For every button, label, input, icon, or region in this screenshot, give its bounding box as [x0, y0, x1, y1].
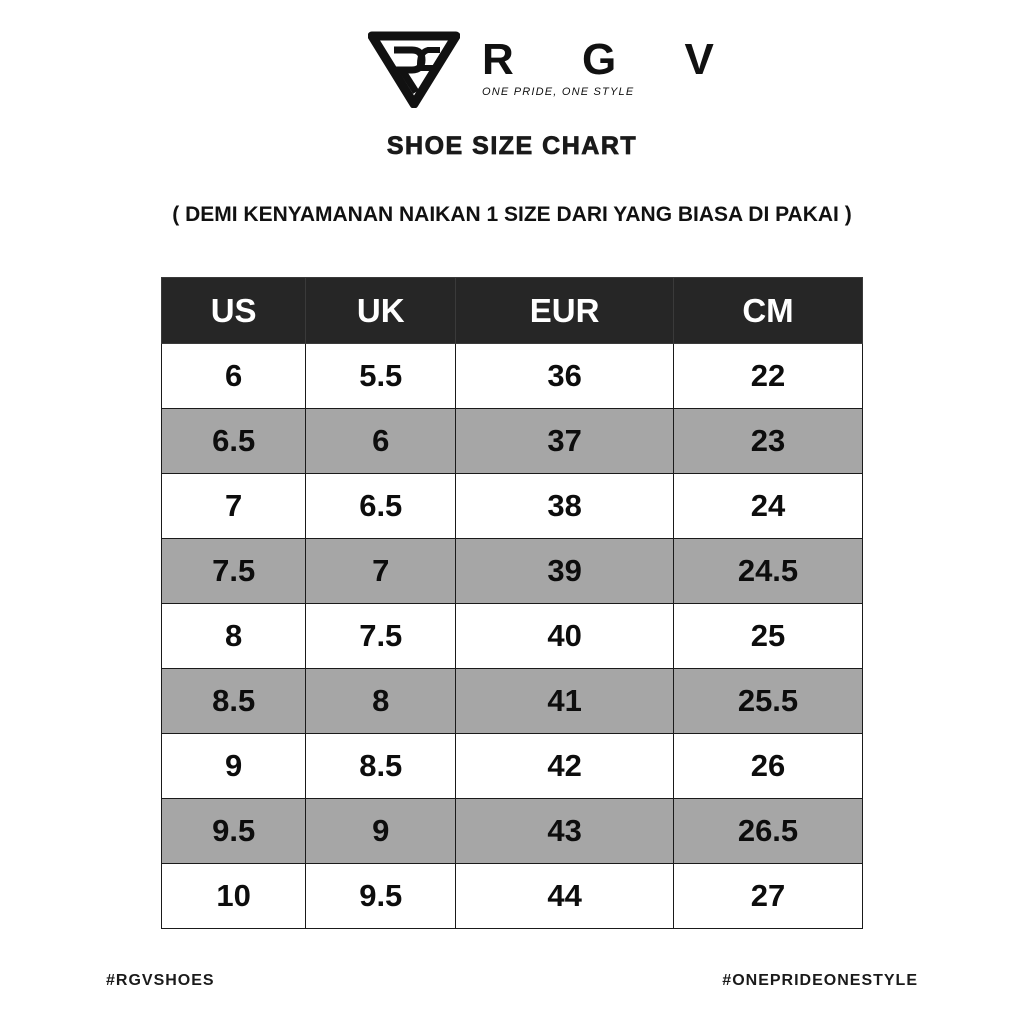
- table-cell: 36: [456, 344, 674, 409]
- table-cell: 9: [162, 734, 306, 799]
- table-cell: 40: [456, 604, 674, 669]
- table-row: [162, 799, 863, 864]
- table-cell: 44: [456, 864, 674, 929]
- table-cell: 26.5: [674, 799, 863, 864]
- rgv-monogram-icon: [368, 30, 460, 108]
- table-row: [162, 539, 863, 604]
- table-cell: 7.5: [162, 539, 306, 604]
- table-cell: 23: [674, 409, 863, 474]
- table-row: [162, 669, 863, 734]
- brand-logo: [368, 30, 742, 108]
- table-row: [162, 409, 863, 474]
- table-cell: 27: [674, 864, 863, 929]
- table-cell: 9.5: [162, 799, 306, 864]
- table-cell: 26: [674, 734, 863, 799]
- column-header-us: US: [162, 278, 306, 344]
- brand-tagline: ONE PRIDE, ONE STYLE: [482, 86, 635, 98]
- table-cell: 25: [674, 604, 863, 669]
- table-cell: 24.5: [674, 539, 863, 604]
- table-cell: 9.5: [306, 864, 456, 929]
- table-cell: 22: [674, 344, 863, 409]
- table-row: [162, 474, 863, 539]
- column-header-cm: CM: [674, 278, 863, 344]
- table-cell: 5.5: [306, 344, 456, 409]
- page-title: SHOE SIZE CHART: [386, 132, 638, 160]
- table-cell: 42: [456, 734, 674, 799]
- page-subtitle: ( DEMI KENYAMANAN NAIKAN 1 SIZE DARI YANG BIASA DI PAKAI ): [172, 203, 852, 226]
- brand-name: R G V: [482, 35, 742, 84]
- table-cell: 39: [456, 539, 674, 604]
- table-cell: 8: [162, 604, 306, 669]
- footer-hashtag-left: #RGVSHOES: [106, 972, 215, 989]
- table-cell: 41: [456, 669, 674, 734]
- table-cell: 25.5: [674, 669, 863, 734]
- table-row: [162, 344, 863, 409]
- table-cell: 38: [456, 474, 674, 539]
- table-header-row: [162, 278, 863, 344]
- table-row: [162, 734, 863, 799]
- table-cell: 6.5: [162, 409, 306, 474]
- table-cell: 6.5: [306, 474, 456, 539]
- table-cell: 6: [306, 409, 456, 474]
- table-cell: 9: [306, 799, 456, 864]
- table-row: [162, 604, 863, 669]
- table-cell: 8.5: [306, 734, 456, 799]
- table-cell: 8.5: [162, 669, 306, 734]
- table-cell: 24: [674, 474, 863, 539]
- table-cell: 10: [162, 864, 306, 929]
- table-cell: 43: [456, 799, 674, 864]
- table-cell: 7: [306, 539, 456, 604]
- table-cell: 7: [162, 474, 306, 539]
- table-body: [162, 344, 863, 929]
- column-header-eur: EUR: [456, 278, 674, 344]
- footer-hashtag-right: #ONEPRIDEONESTYLE: [722, 972, 918, 989]
- table-row: [162, 864, 863, 929]
- column-header-uk: UK: [306, 278, 456, 344]
- size-table: [161, 277, 863, 929]
- table-cell: 7.5: [306, 604, 456, 669]
- table-cell: 37: [456, 409, 674, 474]
- table-cell: 6: [162, 344, 306, 409]
- table-cell: 8: [306, 669, 456, 734]
